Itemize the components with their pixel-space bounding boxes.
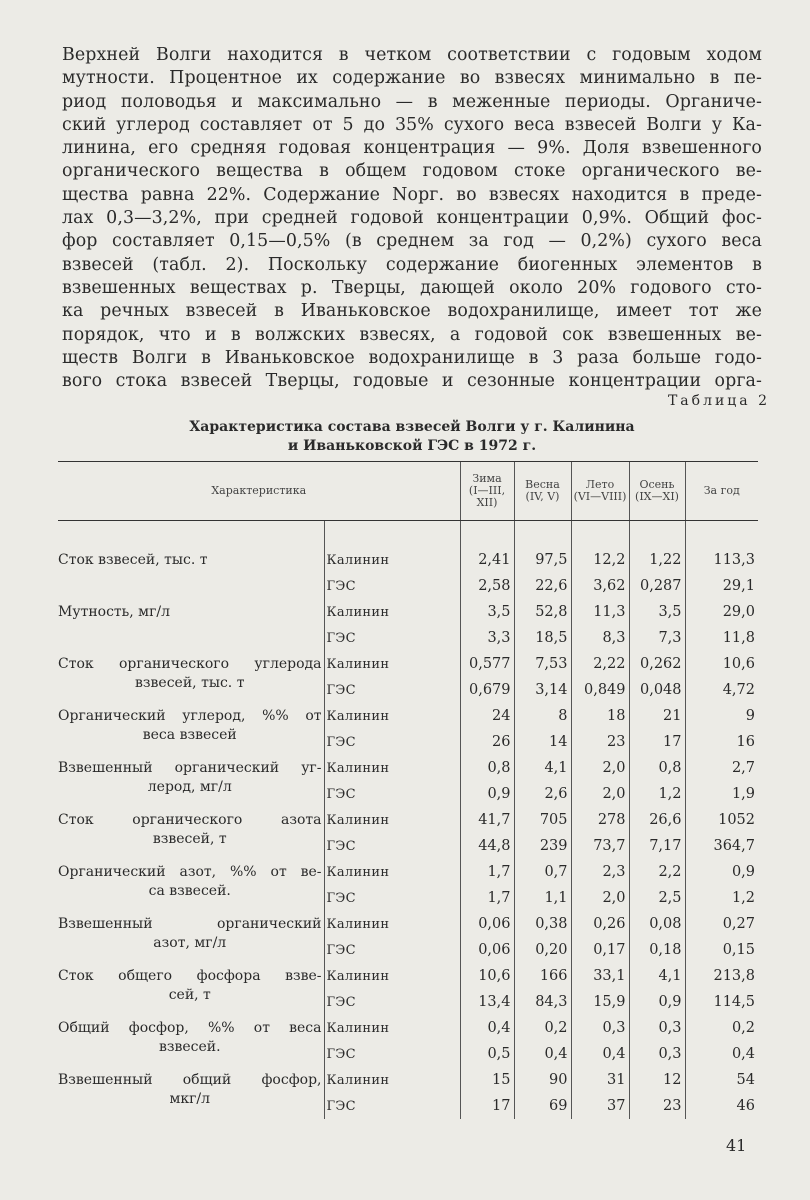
row-label-cell bbox=[58, 830, 324, 859]
body-paragraph bbox=[62, 44, 762, 393]
value-cell: 14 bbox=[514, 729, 571, 755]
value-cell: 54 bbox=[685, 1067, 758, 1093]
table-row bbox=[58, 1067, 758, 1093]
table-row bbox=[58, 677, 758, 703]
paragraph-line: мутности. Процентное их содержание во взвесях минимально в пе- bbox=[62, 68, 762, 89]
row-label-cell bbox=[58, 599, 324, 625]
table-spacer-row bbox=[58, 521, 758, 548]
value-cell: 29,0 bbox=[685, 599, 758, 625]
value-cell: 2,41 bbox=[460, 547, 514, 573]
station-name: Калинин bbox=[324, 703, 460, 729]
value-cell: 31 bbox=[571, 1067, 629, 1093]
row-label-cell bbox=[58, 726, 324, 755]
value-cell: 0,15 bbox=[685, 937, 758, 963]
value-cell: 16 bbox=[685, 729, 758, 755]
row-label: Взвешенный общий фосфор, bbox=[58, 1071, 322, 1088]
station-name: ГЭС bbox=[324, 573, 460, 599]
value-cell: 0,9 bbox=[629, 989, 685, 1015]
row-label: Сток взвесей, тыс. т bbox=[58, 551, 208, 568]
header-characteristic: Характеристика bbox=[58, 462, 460, 521]
station-name: ГЭС bbox=[324, 1041, 460, 1067]
table-row bbox=[58, 833, 758, 859]
value-cell: 0,3 bbox=[629, 1015, 685, 1041]
row-label-cell bbox=[58, 1090, 324, 1119]
row-label-cell bbox=[58, 963, 324, 989]
table-row bbox=[58, 651, 758, 677]
table-label: Таблица 2 bbox=[667, 393, 770, 409]
header-summer-name: Лето bbox=[585, 478, 615, 491]
value-cell: 18 bbox=[571, 703, 629, 729]
row-label: Общий фосфор, %% от веса bbox=[58, 1019, 322, 1036]
value-cell: 0,8 bbox=[460, 755, 514, 781]
value-cell: 364,7 bbox=[685, 833, 758, 859]
value-cell: 2,5 bbox=[629, 885, 685, 911]
value-cell: 0,4 bbox=[460, 1015, 514, 1041]
table-row bbox=[58, 1041, 758, 1067]
value-cell: 0,17 bbox=[571, 937, 629, 963]
value-cell: 0,5 bbox=[460, 1041, 514, 1067]
row-label-cell bbox=[58, 674, 324, 703]
value-cell: 11,3 bbox=[571, 599, 629, 625]
row-label-cell bbox=[58, 573, 324, 599]
station-name: Калинин bbox=[324, 807, 460, 833]
row-label-continuation: лерод, мг/л bbox=[147, 778, 232, 795]
table-title bbox=[62, 418, 762, 456]
station-name: ГЭС bbox=[324, 937, 460, 963]
value-cell: 166 bbox=[514, 963, 571, 989]
value-cell: 37 bbox=[571, 1093, 629, 1119]
value-cell: 22,6 bbox=[514, 573, 571, 599]
row-label: Органический азот, %% от ве- bbox=[58, 863, 322, 880]
value-cell: 23 bbox=[629, 1093, 685, 1119]
value-cell: 33,1 bbox=[571, 963, 629, 989]
value-cell: 0,9 bbox=[460, 781, 514, 807]
value-cell: 0,048 bbox=[629, 677, 685, 703]
table-row bbox=[58, 1015, 758, 1041]
station-name: Калинин bbox=[324, 1067, 460, 1093]
table-row bbox=[58, 937, 758, 963]
paragraph-line: ществ Волги в Иваньковское водохранилище в 3 раза больше годо- bbox=[62, 347, 762, 368]
spacer-cell bbox=[58, 521, 324, 548]
header-spring bbox=[514, 462, 571, 521]
value-cell: 26 bbox=[460, 729, 514, 755]
value-cell: 8,3 bbox=[571, 625, 629, 651]
station-name: ГЭС bbox=[324, 1093, 460, 1119]
value-cell: 18,5 bbox=[514, 625, 571, 651]
value-cell: 0,08 bbox=[629, 911, 685, 937]
paragraph-line: порядок, что и в волжских взвесях, а годовой сок взвешенных ве- bbox=[62, 324, 762, 345]
station-name: Калинин bbox=[324, 859, 460, 885]
value-cell: 15 bbox=[460, 1067, 514, 1093]
station-name: Калинин bbox=[324, 911, 460, 937]
value-cell: 8 bbox=[514, 703, 571, 729]
value-cell: 1,9 bbox=[685, 781, 758, 807]
value-cell: 1,7 bbox=[460, 859, 514, 885]
value-cell: 0,20 bbox=[514, 937, 571, 963]
station-name: ГЭС bbox=[324, 729, 460, 755]
value-cell: 0,27 bbox=[685, 911, 758, 937]
value-cell: 0,3 bbox=[571, 1015, 629, 1041]
value-cell: 2,6 bbox=[514, 781, 571, 807]
row-label-continuation: мкг/л bbox=[169, 1090, 211, 1107]
table-row bbox=[58, 573, 758, 599]
value-cell: 84,3 bbox=[514, 989, 571, 1015]
row-label-continuation: взвесей, тыс. т bbox=[135, 674, 245, 691]
paragraph-line: лах 0,3—3,2%, при средней годовой концентрации 0,9%. Общий фос- bbox=[62, 208, 762, 229]
value-cell: 2,2 bbox=[629, 859, 685, 885]
value-cell: 1,1 bbox=[514, 885, 571, 911]
value-cell: 3,5 bbox=[460, 599, 514, 625]
value-cell: 10,6 bbox=[685, 651, 758, 677]
value-cell: 2,3 bbox=[571, 859, 629, 885]
row-label-cell bbox=[58, 547, 324, 573]
value-cell: 239 bbox=[514, 833, 571, 859]
row-label-continuation: взвесей, т bbox=[152, 830, 227, 847]
table-row bbox=[58, 1093, 758, 1119]
station-name: ГЭС bbox=[324, 989, 460, 1015]
value-cell: 0,577 bbox=[460, 651, 514, 677]
table-row bbox=[58, 963, 758, 989]
paragraph-line: ка речных взвесей в Иваньковское водохранилище, имеет тот же bbox=[62, 301, 762, 322]
paragraph-line: щества равна 22%. Содержание Nорг. во взвесях находится в преде- bbox=[62, 184, 762, 205]
table-header-row bbox=[58, 462, 758, 521]
value-cell: 0,18 bbox=[629, 937, 685, 963]
value-cell: 0,287 bbox=[629, 573, 685, 599]
row-label-cell bbox=[58, 859, 324, 885]
station-name: Калинин bbox=[324, 651, 460, 677]
value-cell: 13,4 bbox=[460, 989, 514, 1015]
paragraph-line: взвешенных веществах р. Тверцы, дающей около 20% годового сто- bbox=[62, 277, 762, 298]
station-name: ГЭС bbox=[324, 781, 460, 807]
table-row bbox=[58, 729, 758, 755]
value-cell: 0,38 bbox=[514, 911, 571, 937]
header-autumn bbox=[629, 462, 685, 521]
table-row bbox=[58, 859, 758, 885]
row-label: Взвешенный органический уг- bbox=[58, 759, 322, 776]
value-cell: 0,2 bbox=[514, 1015, 571, 1041]
value-cell: 4,1 bbox=[514, 755, 571, 781]
value-cell: 2,0 bbox=[571, 885, 629, 911]
row-label: Органический углерод, %% от bbox=[58, 707, 322, 724]
value-cell: 3,3 bbox=[460, 625, 514, 651]
header-autumn-months: (IX—XI) bbox=[635, 490, 679, 503]
value-cell: 278 bbox=[571, 807, 629, 833]
value-cell: 2,0 bbox=[571, 755, 629, 781]
value-cell: 3,62 bbox=[571, 573, 629, 599]
header-summer-months: (VI—VIII) bbox=[573, 490, 627, 503]
value-cell: 0,2 bbox=[685, 1015, 758, 1041]
station-name: Калинин bbox=[324, 547, 460, 573]
row-label-continuation: веса взвесей bbox=[142, 726, 237, 743]
station-name: ГЭС bbox=[324, 885, 460, 911]
row-label: Сток общего фосфора взве- bbox=[58, 967, 322, 984]
row-label-cell bbox=[58, 807, 324, 833]
value-cell: 17 bbox=[460, 1093, 514, 1119]
table-row bbox=[58, 807, 758, 833]
value-cell: 1,2 bbox=[685, 885, 758, 911]
row-label: Сток органического азота bbox=[58, 811, 322, 828]
row-label-cell bbox=[58, 625, 324, 651]
value-cell: 41,7 bbox=[460, 807, 514, 833]
value-cell: 0,7 bbox=[514, 859, 571, 885]
header-autumn-name: Осень bbox=[639, 478, 675, 491]
row-label-cell bbox=[58, 778, 324, 807]
paragraph-line: вого стока взвесей Тверцы, годовые и сезонные концентрации орга- bbox=[62, 371, 762, 392]
paragraph-line: органического вещества в общем годовом стоке органического ве- bbox=[62, 161, 762, 182]
value-cell: 2,7 bbox=[685, 755, 758, 781]
row-label-cell bbox=[58, 703, 324, 729]
station-name: ГЭС bbox=[324, 677, 460, 703]
value-cell: 7,53 bbox=[514, 651, 571, 677]
paragraph-line: взвесей (табл. 2). Поскольку содержание биогенных элементов в bbox=[62, 254, 762, 275]
value-cell: 0,8 bbox=[629, 755, 685, 781]
table-row bbox=[58, 989, 758, 1015]
value-cell: 1,22 bbox=[629, 547, 685, 573]
value-cell: 0,26 bbox=[571, 911, 629, 937]
header-winter-months: (I—III, XII) bbox=[468, 484, 506, 509]
value-cell: 7,17 bbox=[629, 833, 685, 859]
value-cell: 2,22 bbox=[571, 651, 629, 677]
header-winter bbox=[460, 462, 514, 521]
value-cell: 26,6 bbox=[629, 807, 685, 833]
paragraph-line: ский углерод составляет от 5 до 35% сухого веса взвесей Волги у Ка- bbox=[62, 114, 762, 135]
header-winter-name: Зима bbox=[472, 472, 502, 485]
value-cell: 0,4 bbox=[514, 1041, 571, 1067]
value-cell: 0,4 bbox=[571, 1041, 629, 1067]
value-cell: 0,679 bbox=[460, 677, 514, 703]
value-cell: 44,8 bbox=[460, 833, 514, 859]
station-name: ГЭС bbox=[324, 625, 460, 651]
station-name: Калинин bbox=[324, 755, 460, 781]
row-label-cell bbox=[58, 1015, 324, 1041]
table-row bbox=[58, 703, 758, 729]
table-row bbox=[58, 599, 758, 625]
paragraph-line: фор составляет 0,15—0,5% (в среднем за год — 0,2%) сухого веса bbox=[62, 231, 762, 252]
row-label-continuation: сей, т bbox=[168, 986, 211, 1003]
value-cell: 11,8 bbox=[685, 625, 758, 651]
value-cell: 0,262 bbox=[629, 651, 685, 677]
value-cell: 0,3 bbox=[629, 1041, 685, 1067]
value-cell: 3,14 bbox=[514, 677, 571, 703]
spacer-cell bbox=[629, 521, 685, 548]
spacer-cell bbox=[571, 521, 629, 548]
value-cell: 29,1 bbox=[685, 573, 758, 599]
value-cell: 213,8 bbox=[685, 963, 758, 989]
header-summer bbox=[571, 462, 629, 521]
row-label-cell bbox=[58, 934, 324, 963]
value-cell: 0,9 bbox=[685, 859, 758, 885]
row-label: Взвешенный органический bbox=[58, 915, 322, 932]
value-cell: 4,1 bbox=[629, 963, 685, 989]
table-row bbox=[58, 911, 758, 937]
value-cell: 2,58 bbox=[460, 573, 514, 599]
spacer-cell bbox=[460, 521, 514, 548]
value-cell: 52,8 bbox=[514, 599, 571, 625]
value-cell: 113,3 bbox=[685, 547, 758, 573]
value-cell: 12 bbox=[629, 1067, 685, 1093]
value-cell: 69 bbox=[514, 1093, 571, 1119]
page-number: 41 bbox=[726, 1136, 747, 1155]
row-label-continuation: са взвесей. bbox=[148, 882, 231, 899]
row-label-cell bbox=[58, 1067, 324, 1093]
value-cell: 1,2 bbox=[629, 781, 685, 807]
row-label-continuation: взвесей. bbox=[158, 1038, 221, 1055]
value-cell: 0,849 bbox=[571, 677, 629, 703]
spacer-cell bbox=[514, 521, 571, 548]
value-cell: 0,4 bbox=[685, 1041, 758, 1067]
value-cell: 3,5 bbox=[629, 599, 685, 625]
value-cell: 10,6 bbox=[460, 963, 514, 989]
value-cell: 1,7 bbox=[460, 885, 514, 911]
station-name: Калинин bbox=[324, 599, 460, 625]
table-title-line-2: и Иваньковской ГЭС в 1972 г. bbox=[287, 438, 537, 454]
row-label-cell bbox=[58, 986, 324, 1015]
value-cell: 4,72 bbox=[685, 677, 758, 703]
row-label: Сток органического углерода bbox=[58, 655, 322, 672]
row-label-cell bbox=[58, 882, 324, 911]
station-name: Калинин bbox=[324, 963, 460, 989]
table-row bbox=[58, 625, 758, 651]
table-title-line-1: Характеристика состава взвесей Волги у г. Калинина bbox=[189, 419, 635, 435]
spacer-cell bbox=[324, 521, 460, 548]
value-cell: 9 bbox=[685, 703, 758, 729]
row-label-cell bbox=[58, 755, 324, 781]
row-label-cell bbox=[58, 651, 324, 677]
value-cell: 114,5 bbox=[685, 989, 758, 1015]
value-cell: 0,06 bbox=[460, 937, 514, 963]
value-cell: 24 bbox=[460, 703, 514, 729]
table-row bbox=[58, 885, 758, 911]
paragraph-line: Верхней Волги находится в четком соответствии с годовым ходом bbox=[62, 45, 762, 65]
header-year: За год bbox=[685, 462, 758, 521]
value-cell: 23 bbox=[571, 729, 629, 755]
value-cell: 7,3 bbox=[629, 625, 685, 651]
value-cell: 1052 bbox=[685, 807, 758, 833]
header-spring-months: (IV, V) bbox=[525, 490, 560, 503]
value-cell: 97,5 bbox=[514, 547, 571, 573]
row-label-continuation: азот, мг/л bbox=[153, 934, 227, 951]
value-cell: 90 bbox=[514, 1067, 571, 1093]
row-label-cell bbox=[58, 1038, 324, 1067]
value-cell: 0,06 bbox=[460, 911, 514, 937]
value-cell: 15,9 bbox=[571, 989, 629, 1015]
data-table bbox=[58, 461, 758, 1119]
station-name: Калинин bbox=[324, 1015, 460, 1041]
row-label: Мутность, мг/л bbox=[58, 603, 171, 620]
value-cell: 73,7 bbox=[571, 833, 629, 859]
header-spring-name: Весна bbox=[525, 478, 560, 491]
paragraph-line: линина, его средняя годовая концентрация — 9%. Доля взвешенного bbox=[62, 138, 762, 159]
value-cell: 17 bbox=[629, 729, 685, 755]
spacer-cell bbox=[685, 521, 758, 548]
value-cell: 46 bbox=[685, 1093, 758, 1119]
table-row bbox=[58, 755, 758, 781]
value-cell: 12,2 bbox=[571, 547, 629, 573]
table-row bbox=[58, 781, 758, 807]
value-cell: 705 bbox=[514, 807, 571, 833]
paragraph-line: риод половодья и максимально — в меженные периоды. Органиче- bbox=[62, 91, 762, 112]
value-cell: 21 bbox=[629, 703, 685, 729]
value-cell: 2,0 bbox=[571, 781, 629, 807]
table-row bbox=[58, 547, 758, 573]
row-label-cell bbox=[58, 911, 324, 937]
station-name: ГЭС bbox=[324, 833, 460, 859]
